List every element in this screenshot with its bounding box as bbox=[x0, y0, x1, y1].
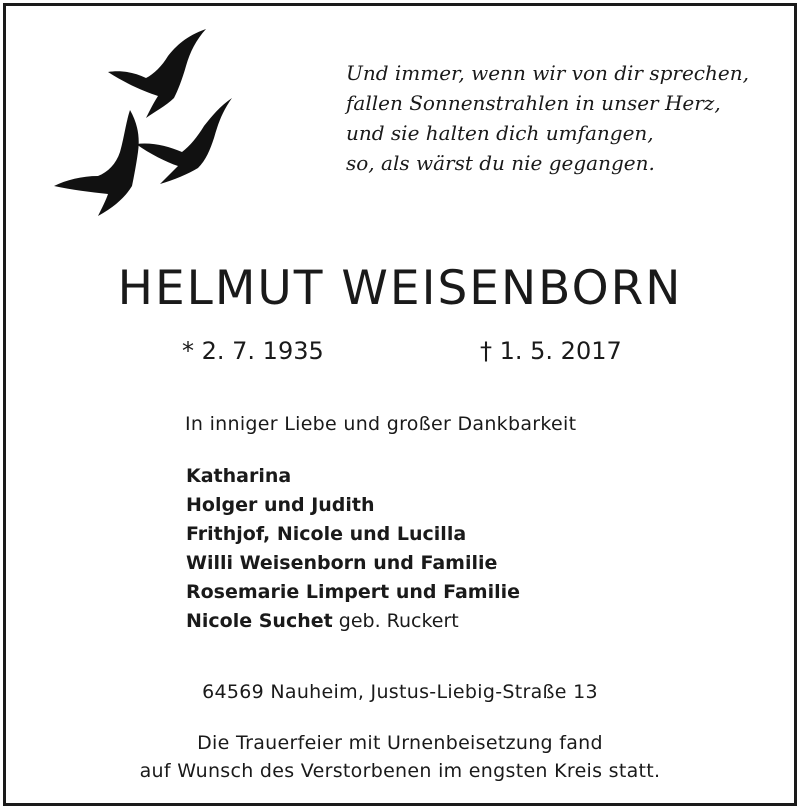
birds-icon bbox=[50, 26, 240, 222]
maiden-name: geb. Ruckert bbox=[332, 610, 459, 632]
poem bbox=[346, 58, 776, 178]
poem-line: fallen Sonnenstrahlen in unser Herz, bbox=[346, 91, 721, 115]
ceremony-line: auf Wunsch des Verstorbenen im engsten Kreis statt. bbox=[139, 760, 661, 782]
family-member: Katharina bbox=[186, 465, 292, 487]
family-member-last bbox=[186, 607, 520, 636]
family-member-name: Nicole Suchet bbox=[186, 610, 333, 632]
family-list bbox=[186, 462, 520, 636]
family-member: Rosemarie Limpert und Familie bbox=[186, 581, 521, 603]
bird-top bbox=[108, 29, 206, 118]
family-member: Willi Weisenborn und Familie bbox=[186, 552, 498, 574]
family-member: Frithjof, Nicole und Lucilla bbox=[186, 523, 467, 545]
thanks-line: In inniger Liebe und großer Dankbarkeit bbox=[185, 413, 577, 435]
birth-date: * 2. 7. 1935 bbox=[182, 337, 324, 365]
deceased-name: HELMUT WEISENBORN bbox=[117, 261, 683, 316]
death-date: † 1. 5. 2017 bbox=[480, 337, 622, 365]
poem-line: so, als wärst du nie gegangen. bbox=[346, 151, 655, 175]
ceremony-line: Die Trauerfeier mit Urnenbeisetzung fand bbox=[197, 732, 603, 754]
poem-line: Und immer, wenn wir von dir sprechen, bbox=[346, 61, 749, 85]
bird-left bbox=[54, 110, 139, 216]
address: 64569 Nauheim, Justus-Liebig-Straße 13 bbox=[202, 681, 598, 703]
ceremony-note bbox=[0, 729, 800, 785]
poem-line: und sie halten dich umfangen, bbox=[346, 121, 654, 145]
family-member: Holger und Judith bbox=[186, 494, 375, 516]
